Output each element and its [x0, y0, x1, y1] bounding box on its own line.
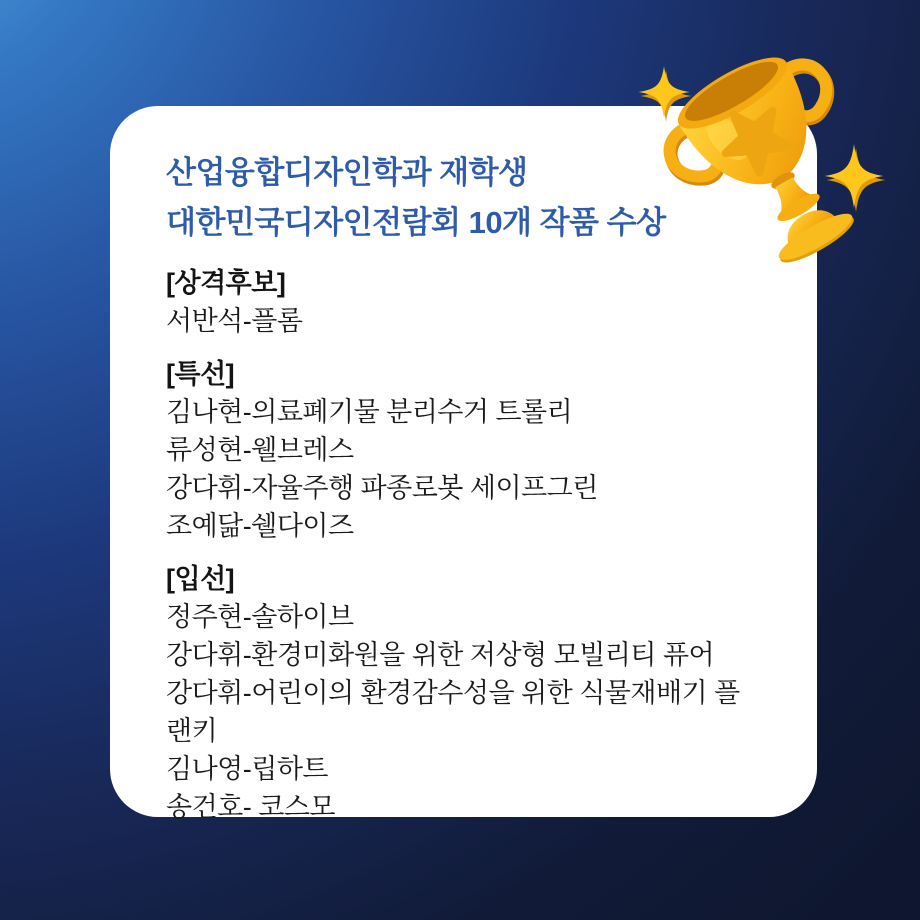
award-sections	[166, 264, 761, 826]
award-card	[110, 106, 817, 822]
section-header: [입선]	[166, 564, 235, 594]
section-header: [상격후보]	[166, 268, 286, 298]
title-line2: 대한민국디자인전람회 10개 작품 수상	[166, 205, 666, 240]
page-title	[166, 148, 761, 248]
award-item: 김나현-의료폐기물 분리수거 트롤리	[166, 397, 573, 427]
section-header: [특선]	[166, 359, 235, 389]
award-item: 김나영-립하트	[166, 754, 328, 784]
award-item: 강다휘-환경미화원을 위한 저상형 모빌리티 퓨어	[166, 640, 715, 670]
award-item: 류성현-웰브레스	[166, 435, 354, 465]
award-item: 조예닮-쉘다이즈	[166, 511, 354, 541]
award-item: 서반석-플롬	[166, 306, 303, 336]
award-item: 강다휘-자율주행 파종로봇 세이프그린	[166, 473, 598, 503]
title-line1: 산업융합디자인학과 재학생	[166, 155, 528, 190]
award-item: 송건호- 코스모	[166, 792, 335, 822]
sparkle-star-icon-large	[825, 144, 886, 212]
award-item: 정주현-솔하이브	[166, 602, 354, 632]
award-item: 강다휘-어린이의 환경감수성을 위한 식물재배기 플랜키	[166, 678, 740, 746]
